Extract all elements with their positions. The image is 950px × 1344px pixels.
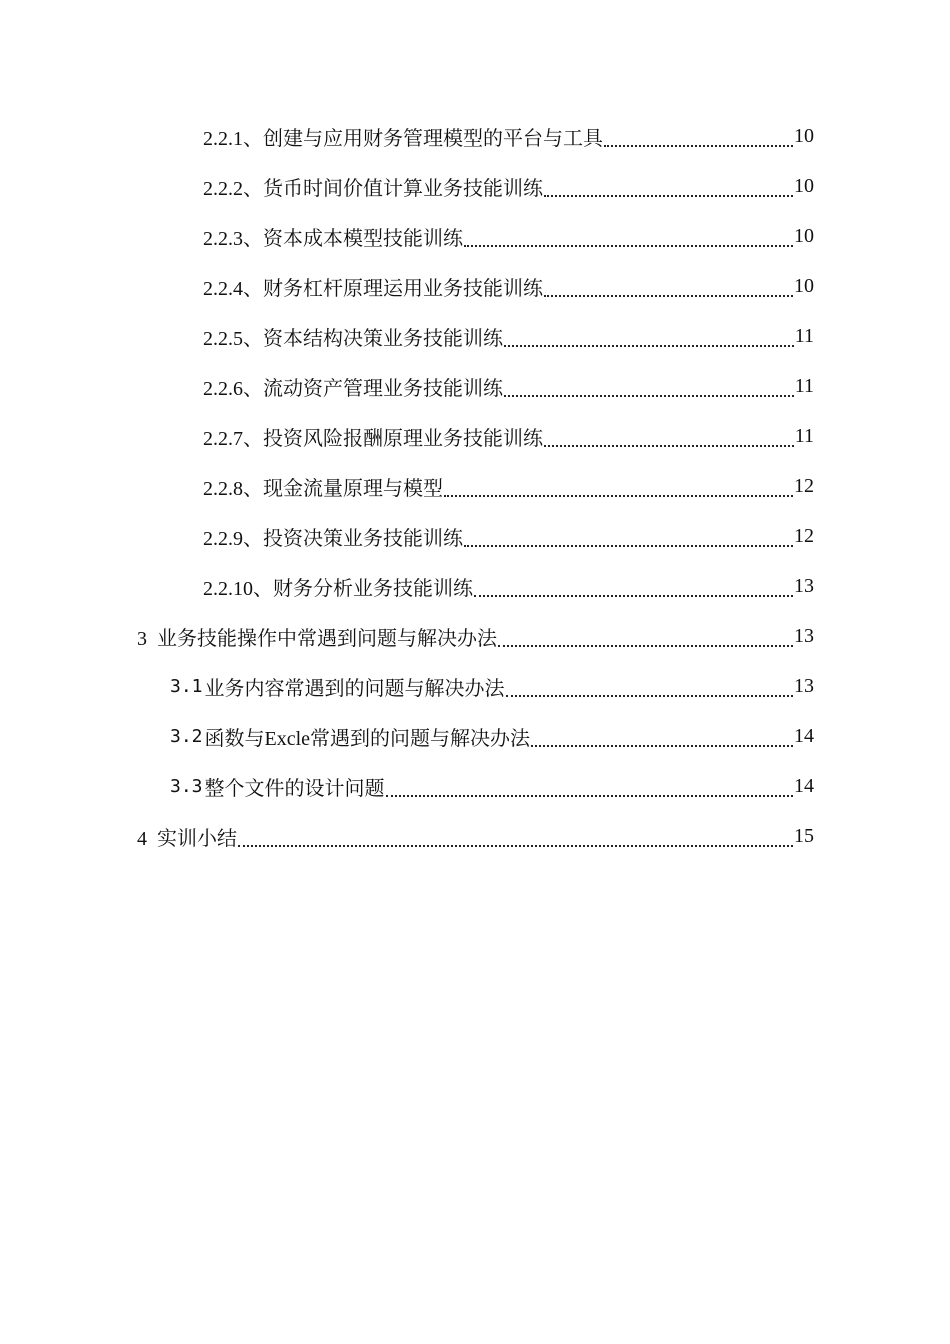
toc-page-number: 13 [794, 624, 814, 647]
toc-page-number: 10 [794, 274, 814, 297]
dot-leader [474, 579, 793, 597]
toc-entry-2-2-5[interactable] [203, 314, 814, 358]
toc-page-number: 11 [794, 424, 814, 447]
toc-page-number: 11 [794, 324, 814, 347]
toc-entry-2-2-8[interactable] [203, 464, 814, 508]
dot-leader [498, 629, 793, 647]
toc-entry-label: 2.2.8、现金流量原理与模型 [203, 477, 443, 500]
toc-entry-label: 3 业务技能操作中常遇到问题与解决办法 [137, 627, 497, 650]
toc-entry-2-2-3[interactable] [203, 214, 814, 258]
toc-entry-2-2-4[interactable] [203, 264, 814, 308]
toc-entry-2-2-2[interactable] [203, 164, 814, 208]
toc-entry-3-1[interactable] [170, 664, 814, 708]
toc-page-number: 14 [794, 774, 814, 797]
toc-entry-label: 2.2.1、创建与应用财务管理模型的平台与工具 [203, 127, 603, 150]
toc-entry-2-2-6[interactable] [203, 364, 814, 408]
toc-entry-label: 整个文件的设计问题 [204, 777, 385, 800]
dot-leader [604, 129, 793, 147]
toc-page-number: 12 [794, 524, 814, 547]
toc-page-number: 13 [794, 674, 814, 697]
toc-section-number: 3.3 [170, 775, 203, 797]
dot-leader [531, 729, 793, 747]
toc-entry-label: 2.2.9、投资决策业务技能训练 [203, 527, 463, 550]
toc-page-number: 10 [794, 174, 814, 197]
dot-leader [444, 479, 793, 497]
toc-entry-2-2-1[interactable] [203, 114, 814, 158]
toc-page-number: 10 [794, 224, 814, 247]
toc-entry-3[interactable] [137, 614, 814, 658]
toc-page-number: 15 [794, 824, 814, 847]
toc-section-number: 3.2 [170, 725, 203, 747]
toc-entry-3-3[interactable] [170, 764, 814, 808]
toc-page-number: 12 [794, 474, 814, 497]
toc-entry-label: 4 实训小结 [137, 827, 237, 850]
toc-entry-label: 2.2.7、投资风险报酬原理业务技能训练 [203, 427, 543, 450]
toc-section-number: 3.1 [170, 675, 203, 697]
dot-leader [386, 779, 793, 797]
toc-entry-label: 2.2.5、资本结构决策业务技能训练 [203, 327, 503, 350]
dot-leader [506, 679, 793, 697]
toc-entry-label: 2.2.10、财务分析业务技能训练 [203, 577, 473, 600]
toc-page-number: 11 [794, 374, 814, 397]
toc-entry-label: 2.2.3、资本成本模型技能训练 [203, 227, 463, 250]
dot-leader [544, 279, 793, 297]
dot-leader [464, 229, 793, 247]
dot-leader [464, 529, 793, 547]
toc-entry-4[interactable] [137, 814, 814, 858]
toc-page-number: 14 [794, 724, 814, 747]
dot-leader [544, 429, 794, 447]
toc-entry-label: 2.2.6、流动资产管理业务技能训练 [203, 377, 503, 400]
toc-entry-2-2-7[interactable] [203, 414, 814, 458]
toc-entry-label: 2.2.4、财务杠杆原理运用业务技能训练 [203, 277, 543, 300]
dot-leader [544, 179, 793, 197]
toc-entry-label: 函数与Excle常遇到的问题与解决办法 [204, 727, 531, 750]
toc-entry-2-2-9[interactable] [203, 514, 814, 558]
dot-leader [504, 379, 794, 397]
toc-entry-3-2[interactable] [170, 714, 814, 758]
toc-page-number: 13 [794, 574, 814, 597]
toc-entry-label: 业务内容常遇到的问题与解决办法 [204, 677, 505, 700]
toc-page-number: 10 [794, 124, 814, 147]
toc-entry-2-2-10[interactable] [203, 564, 814, 608]
dot-leader [238, 829, 793, 847]
dot-leader [504, 329, 794, 347]
toc-entry-label: 2.2.2、货币时间价值计算业务技能训练 [203, 177, 543, 200]
